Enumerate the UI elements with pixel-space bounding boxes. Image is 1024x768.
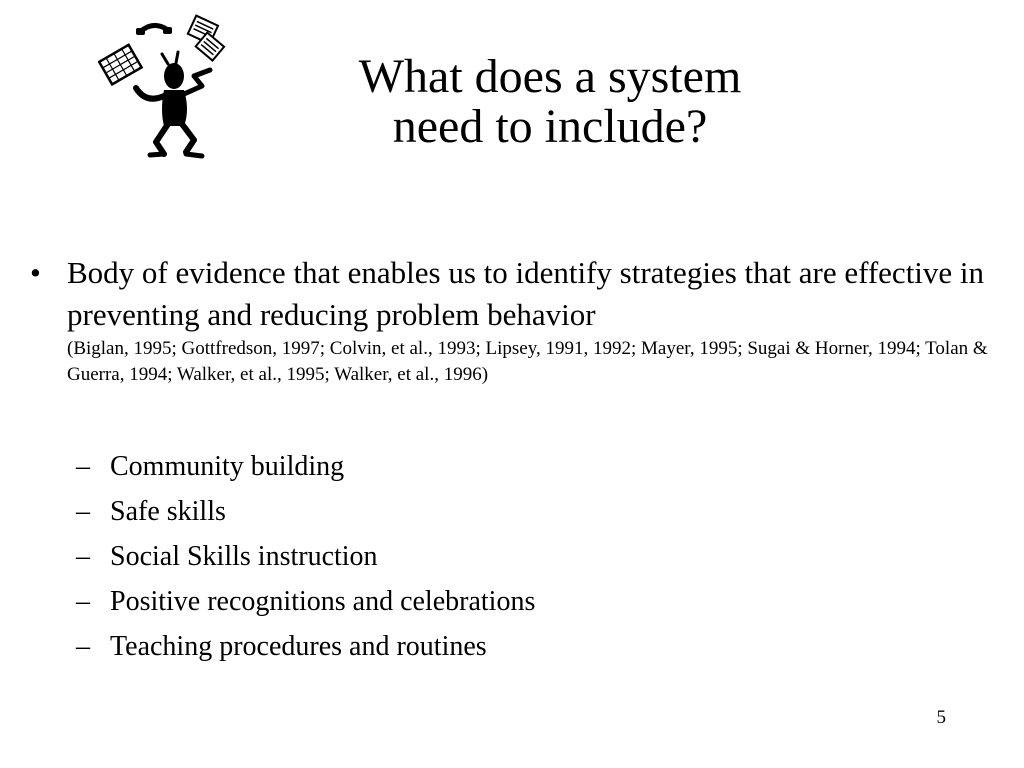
main-bullet-item [30,252,1005,388]
bullet-citation: (Biglan, 1995; Gottfredson, 1997; Colvin, et al., 1993; Lipsey, 1991, 1992; Mayer, 1995; Sugai & Horner, 1994; Tolan & Guerra, 1994; Walker, et al., 1995; Walker, et al., 1996) [67,338,988,385]
bullet-text: Body of evidence that enables us to identify strategies that are effective in preventing and reducing problem behavior [67,255,985,332]
sub-bullet-marker: – [76,586,90,617]
sub-bullet-marker: – [76,451,90,482]
sub-bullet-text: Community building [110,451,345,482]
slide-title [250,52,850,152]
sub-bullet-item [76,444,535,489]
sub-bullet-item [76,534,535,579]
bullet-content [67,252,1005,388]
sub-bullet-list [76,444,535,669]
sub-bullet-text: Positive recognitions and celebrations [110,586,536,617]
bullet-marker: • [30,255,41,290]
sub-bullet-item [76,579,535,624]
sub-bullet-text: Safe skills [110,496,226,527]
juggler-figure-icon [98,14,228,164]
page-number: 5 [936,707,946,728]
sub-bullet-marker: – [76,541,90,572]
slide-title-line-1: What does a system [358,50,742,103]
sub-bullet-item [76,624,535,669]
sub-bullet-marker: – [76,631,90,662]
sub-bullet-marker: – [76,496,90,527]
sub-bullet-item [76,489,535,534]
sub-bullet-text: Teaching procedures and routines [110,631,487,662]
slide-title-line-2: need to include? [392,100,708,153]
sub-bullet-text: Social Skills instruction [110,541,378,572]
